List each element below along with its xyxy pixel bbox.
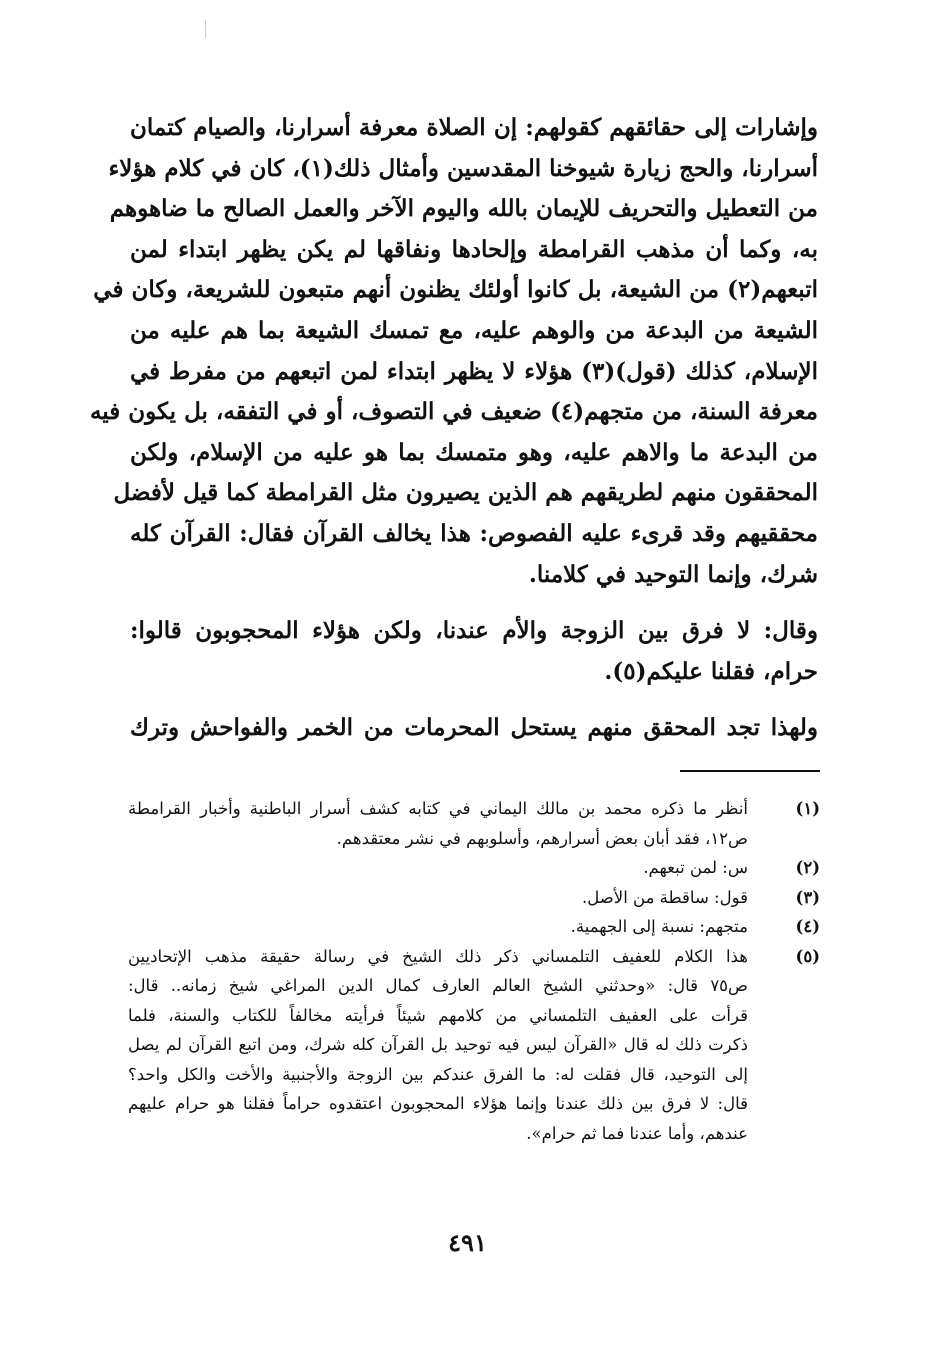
footnote-text: [128, 794, 776, 853]
footnote: [128, 883, 820, 913]
footnote-number: (٤): [795, 917, 820, 936]
footnote-line: ذكرت ذلك له قال «القرآن ليس فيه توحيد بل القرآن كله شرك، ومن اتبع القرآن لم يصل: [128, 1035, 748, 1054]
text-line: وإشارات إلى حقائقهم كقولهم: إن الصلاة معرفة أسرارنا، والصيام كتمان: [130, 114, 818, 141]
footnote-line: إلى التوحيد، قال فقلت له: ما الفرق عندكم بين الزوجة والأجنبية والأخت والكل واحد؟: [128, 1064, 748, 1084]
footnote: [128, 942, 820, 1149]
paragraph: [130, 611, 818, 692]
scan-edge-mark: [205, 20, 206, 38]
paragraph-gap: [130, 692, 818, 708]
footnote-number: (٢): [795, 858, 820, 877]
footnote-line: قول: ساقطة من الأصل.: [582, 887, 748, 907]
text-line: وقال: لا فرق بين الزوجة والأم عندنا، ولكن هؤلاء المحجوبون قالوا:: [130, 617, 818, 645]
footnote-number: (٥): [795, 946, 820, 966]
text-line: المحققون منهم لطريقهم هم الذين يصيرون مثل القرامطة كما قيل لأفضل: [113, 479, 818, 507]
paragraph-gap: [130, 595, 818, 611]
footnote: [128, 912, 820, 942]
footnote-line: قال: لا فرق بين ذلك عندنا وإنما هؤلاء المحجوبون اعتقدوه حراماً فقلنا هو حرام عليهم: [128, 1094, 748, 1113]
text-line: الشيعة من البدعة من والوهم عليه، مع تمسك الشيعة بما هم عليه من: [130, 316, 818, 344]
footnote-text: [128, 853, 776, 883]
footnote-number: (٣): [795, 887, 820, 907]
page-number: ٤٩١: [448, 1228, 487, 1257]
text-line: شرك، وإنما التوحيد في كلامنا.: [528, 560, 818, 588]
footnote: [128, 853, 820, 883]
main-text: [89, 108, 818, 749]
footnote-text: [128, 883, 776, 913]
text-line: معرفة السنة، من متجهم(٤) ضعيف في التصوف، أو في التفقه، بل يكون فيه: [89, 398, 818, 426]
footnote: [128, 794, 820, 853]
footnote-line: ص٧٥ قال: «وحدثني الشيخ العالم العارف كمال الدين المراغي شيخ زمانه.. قال:: [128, 976, 748, 995]
footnote-line: عندهم، وأما عندنا فما ثم حرام».: [526, 1123, 748, 1143]
paragraph: [130, 708, 818, 749]
text-line: به، وكما أن مذهب القرامطة وإلحادها ونفاقها لم يكن يظهر ابتداء لمن: [130, 235, 818, 263]
footnote-text: [128, 912, 776, 942]
footnote-line: هذا الكلام للعفيف التلمساني ذكر ذلك الشيخ في رسالة حقيقة مذهب الإتحاديين: [128, 946, 748, 966]
footnote-line: ص١٢، فقد أبان بعض أسرارهم، وأسلوبهم في نشر معتقدهم.: [336, 828, 748, 848]
text-line: اتبعهم(٢) من الشيعة، بل كانوا أولئك يظنون أنهم متبعون للشريعة، وكان في: [93, 276, 818, 304]
text-line: الإسلام، كذلك (قول)(٣) هؤلاء لا يظهر ابتداء لمن اتبعهم من مفرط في: [130, 357, 818, 385]
text-line: من البدعة ما والاهم عليه، وهو متمسك بما هو عليه من الإسلام، ولكن: [130, 438, 818, 466]
text-line: ولهذا تجد المحقق منهم يستحل المحرمات من الخمر والفواحش وترك: [130, 714, 818, 742]
text-line: أسرارنا، والحج زيارة شيوخنا المقدسين وأمثال ذلك(١)، كان في كلام هؤلاء: [108, 154, 818, 182]
text-line: من التعطيل والتحريف للإيمان بالله واليوم الآخر والعمل الصالح ما ضاهوهم: [109, 195, 818, 223]
footnote-number: (١): [795, 799, 820, 818]
footnote-line: أنظر ما ذكره محمد بن مالك اليماني في كتابه كشف أسرار الباطنية وأخبار القرامطة: [128, 799, 749, 818]
paragraph: [89, 108, 818, 595]
text-line: حرام، فقلنا عليكم(٥).: [604, 657, 818, 685]
footnote-text: [128, 942, 776, 1149]
footnote-line: قرأت على العفيف التلمساني من كلامهم شيئاً فرأيته مخالفاً للكتاب والسنة، فلما: [128, 1005, 748, 1025]
footnotes: [128, 794, 820, 1148]
footnote-line: س: لمن تبعهم.: [643, 858, 748, 877]
text-line: محققيهم وقد قرىء عليه الفصوص: هذا يخالف القرآن فقال: القرآن كله: [130, 519, 818, 547]
footnote-separator: [680, 770, 820, 772]
footnote-line: متجهم: نسبة إلى الجهمية.: [570, 917, 748, 936]
